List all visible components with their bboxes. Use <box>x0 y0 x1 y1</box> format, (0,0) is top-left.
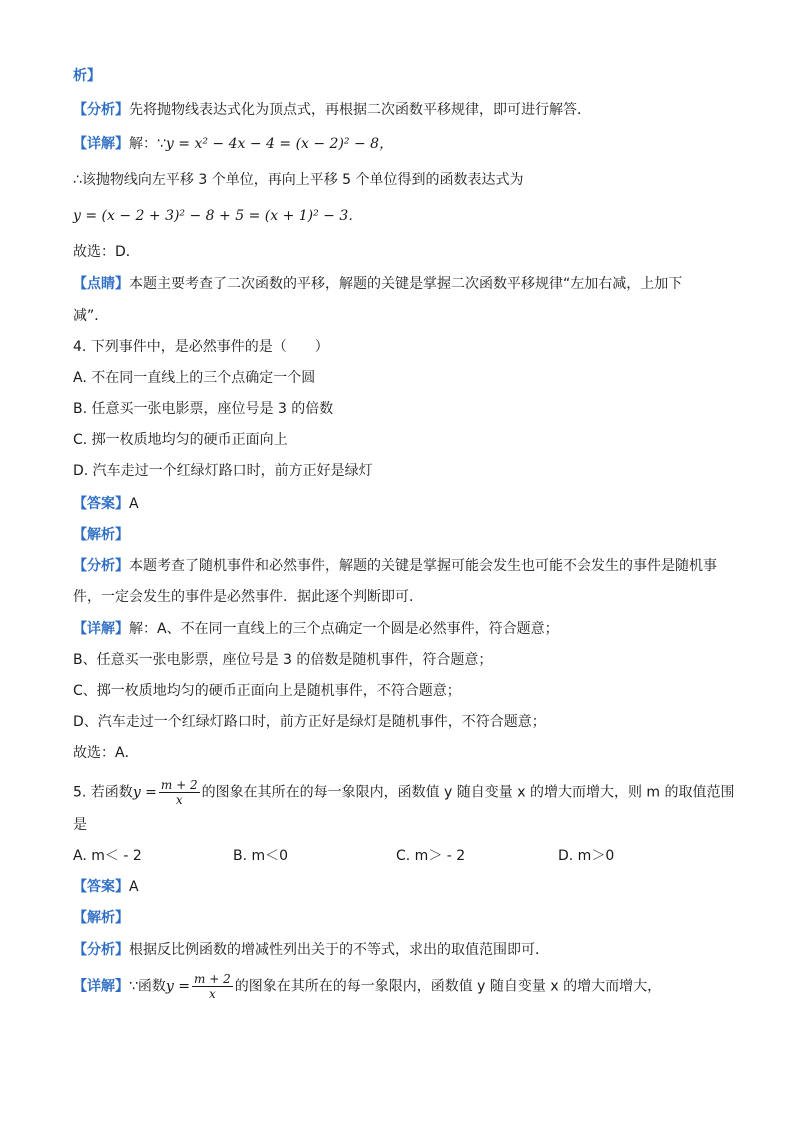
analysis-4-text: 本题考查了随机事件和必然事件，解题的关键是掌握可能会发生也可能不会发生的事件是随机事 <box>129 558 717 574</box>
detail-tag: 【详解】 <box>73 978 129 995</box>
answer-4-value: A <box>129 496 139 512</box>
question-5-fraction <box>159 778 200 807</box>
question-5-option-b: B. m＜0 <box>233 848 289 864</box>
analysis-5-text: 根据反比例函数的增减性列出关于的不等式，求出的取值范围即可． <box>129 942 549 958</box>
answer-5-value: A <box>129 879 139 895</box>
question-4-option-a: A. 不在同一直线上的三个点确定一个圆 <box>73 370 316 386</box>
analysis-line <box>73 100 591 120</box>
detail-4-text: 解：A、不在同一直线上的三个点确定一个圆是必然事件，符合题意； <box>129 621 559 637</box>
question-4-option-c: C. 掷一枚质地均匀的硬币正面向上 <box>73 432 288 448</box>
comment-tag: 【点睛】 <box>73 276 129 292</box>
question-4-option-d: D. 汽车走过一个红绿灯路口时，前方正好是绿灯 <box>73 463 373 479</box>
detail-4-b: B、任意买一张电影票，座位号是 3 的倍数是随机事件，符合题意； <box>73 652 493 668</box>
question-5-option-c: C. m＞ - 2 <box>396 848 466 864</box>
detail-4-d: D、汽车走过一个红绿灯路口时，前方正好是绿灯是随机事件，不符合题意； <box>73 714 546 730</box>
fraction-denominator: x <box>175 793 183 807</box>
choice-conclusion-q3: 故选：D． <box>73 244 140 260</box>
detail-5-prefix: ∵函数 <box>129 978 166 995</box>
analysis-tag: 【分析】 <box>73 942 129 958</box>
analysis-text: 先将抛物线表达式化为顶点式，再根据二次函数平移规律，即可进行解答． <box>129 102 591 118</box>
fraction-numerator: m + 2 <box>160 778 198 792</box>
question-4-option-b: B. 任意买一张电影票，座位号是 3 的倍数 <box>73 401 334 417</box>
analysis-4-line <box>73 556 717 576</box>
answer-tag: 【答案】 <box>73 496 129 512</box>
explanation-5-tag: 【解析】 <box>73 910 129 926</box>
analysis-4-line-2: 件，一定会发生的事件是必然事件．据此逐个判断即可． <box>73 589 423 605</box>
shift-description: ∴该抛物线向左平移 3 个单位，再向上平移 5 个单位得到的函数表达式为 <box>73 172 524 188</box>
fraction-numerator: m + 2 <box>194 972 231 986</box>
answer-tag: 【答案】 <box>73 879 129 895</box>
question-4-stem: 4. 下列事件中，是必然事件的是（ ） <box>73 339 329 355</box>
question-5-options <box>73 846 733 866</box>
explanation-4-tag: 【解析】 <box>73 527 129 543</box>
question-5-stem <box>73 778 735 807</box>
question-5-option-a: A. m＜ - 2 <box>73 848 142 864</box>
detail-equation: y = x² − 4x − 4 = (x − 2)² − 8， <box>165 136 394 152</box>
detail-4-line <box>73 619 559 639</box>
comment-line <box>73 274 682 294</box>
question-5-option-d: D. m＞0 <box>558 848 615 864</box>
detail-text: 解：∵ <box>129 136 166 152</box>
detail-4-c: C、掷一枚质地均匀的硬币正面向上是随机事件，不符合题意； <box>73 683 461 699</box>
analysis-5-line <box>73 940 549 960</box>
question-5-suffix: 的图象在其所在的每一象限内，函数值 y 随自变量 x 的增大而增大，则 m 的取值范围 <box>201 784 735 801</box>
choice-conclusion-q4: 故选：A． <box>73 745 139 761</box>
section-tag-analysis-tail: 析】 <box>73 68 101 84</box>
detail-tag: 【详解】 <box>73 621 129 637</box>
detail-5-fraction <box>192 972 233 1001</box>
question-5-prefix: 5. 若函数 <box>73 784 133 801</box>
comment-text: 本题主要考查了二次函数的平移，解题的关键是掌握二次函数平移规律“左加右减，上加下 <box>129 276 683 292</box>
answer-4-line <box>73 494 139 514</box>
detail-5-suffix: 的图象在其所在的每一象限内，函数值 y 随自变量 x 的增大而增大， <box>234 978 662 995</box>
question-5-y: y = <box>132 784 157 801</box>
analysis-tag: 【分析】 <box>73 558 129 574</box>
shifted-equation: y = (x − 2 + 3)² − 8 + 5 = (x + 1)² − 3． <box>73 208 363 224</box>
analysis-tag: 【分析】 <box>73 102 129 118</box>
detail-5-y: y = <box>165 978 191 995</box>
question-5-stem-2: 是 <box>73 817 87 833</box>
detail-line <box>73 134 393 154</box>
detail-tag: 【详解】 <box>73 136 129 152</box>
answer-5-line <box>73 877 139 897</box>
fraction-denominator: x <box>208 987 216 1001</box>
detail-5-line <box>73 972 661 1001</box>
comment-line-2: 减”． <box>73 308 109 324</box>
